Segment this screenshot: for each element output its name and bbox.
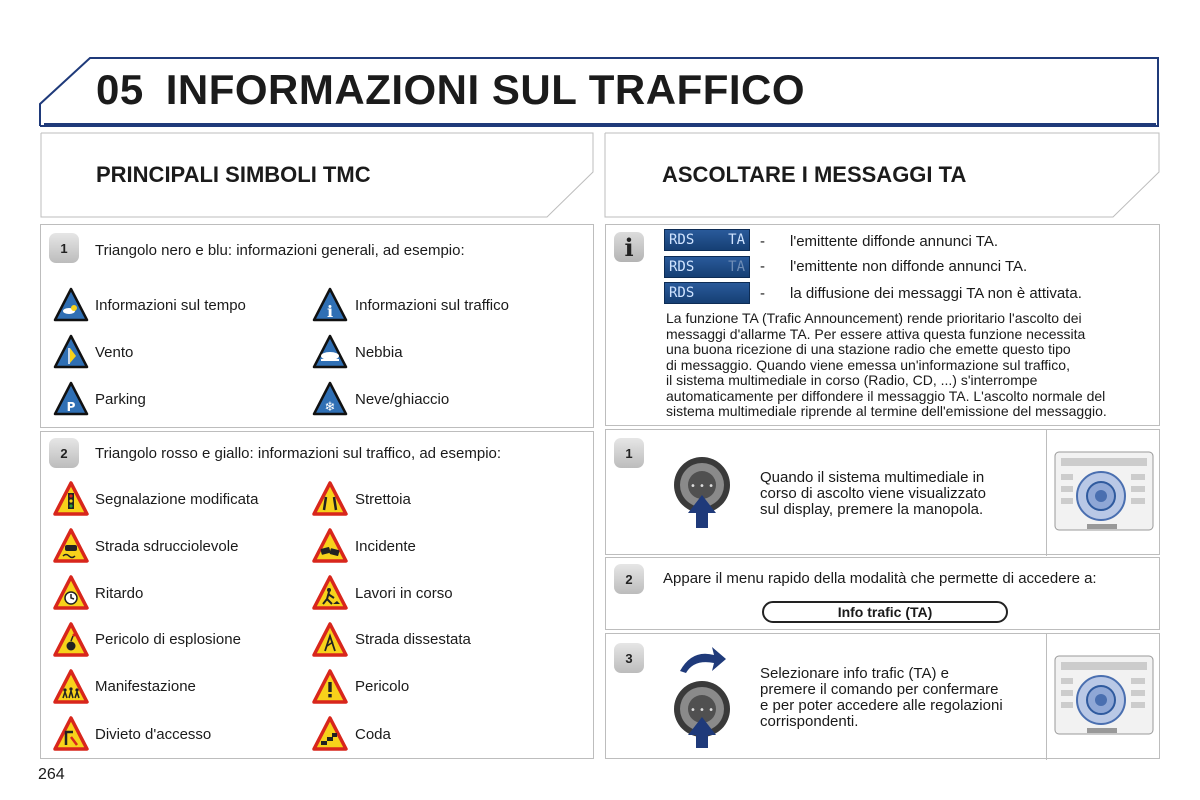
info-icon: i xyxy=(614,232,644,262)
symbol-label: Segnalazione modificata xyxy=(95,491,259,508)
symbol-label: Pericolo di esplosione xyxy=(95,631,241,648)
symbol-label: Strada dissestata xyxy=(355,631,471,648)
step-3-text xyxy=(760,666,1003,730)
symbol-label: Coda xyxy=(355,726,391,743)
symbol-label: Parking xyxy=(95,391,146,408)
rds-label: RDS xyxy=(669,285,695,301)
symbol-label: Strettoia xyxy=(355,491,411,508)
explosion-danger-icon xyxy=(53,622,89,658)
step-1-text xyxy=(760,470,986,518)
page-header xyxy=(38,56,1160,128)
paragraph-line: una buona ricezione di una stazione radio che emette questo tipo xyxy=(666,341,1071,357)
svg-text:• • •: • • • xyxy=(689,705,715,716)
rds-label: RDS xyxy=(669,259,695,275)
svg-text:P: P xyxy=(66,400,76,414)
svg-text:i: i xyxy=(326,302,334,321)
symbol-label: Incidente xyxy=(355,538,416,555)
step-1-line: sul display, premere la manopola. xyxy=(760,501,984,518)
fog-icon xyxy=(312,334,348,370)
svg-text:❄: ❄ xyxy=(324,400,336,415)
step-3-line: e per poter accedere alle regolazioni xyxy=(760,697,1003,714)
ta-label: TA xyxy=(728,259,745,275)
ta-description xyxy=(666,311,1146,420)
event-icon xyxy=(53,669,89,705)
left-section-heading xyxy=(40,132,594,218)
step-badge-1: 1 xyxy=(49,233,79,263)
slippery-road-icon xyxy=(53,528,89,564)
dash: - xyxy=(760,285,765,302)
rds-display-ta-off xyxy=(664,282,750,304)
rotary-knob-press-icon xyxy=(668,455,738,530)
group-2-intro: Triangolo rosso e giallo: informazioni sul traffico, ad esempio: xyxy=(95,445,502,462)
narrowing-icon xyxy=(312,481,348,517)
step-3-line: premere il comando per confermare xyxy=(760,681,999,698)
paragraph-line: automaticamente per diffondere il messaggio TA. L'ascolto normale del xyxy=(666,387,1106,404)
ta-state-text: l'emittente diffonde annunci TA. xyxy=(790,233,999,250)
rds-display-ta-on xyxy=(664,229,750,251)
page-number: 264 xyxy=(38,766,65,783)
paragraph-line: La funzione TA (Trafic Announcement) rende prioritario l'ascolto dei xyxy=(666,310,1082,326)
symbol-label: Lavori in corso xyxy=(355,585,453,602)
right-heading-label: ASCOLTARE I MESSAGGI TA xyxy=(662,162,967,187)
step-badge-1: 1 xyxy=(614,438,644,468)
ta-state-text: la diffusione dei messaggi TA non è attivata. xyxy=(790,285,1082,302)
chapter-title: INFORMAZIONI SUL TRAFFICO xyxy=(165,66,806,113)
right-section-heading xyxy=(604,132,1160,218)
dash: - xyxy=(760,233,765,250)
symbol-label: Vento xyxy=(95,344,134,361)
paragraph-line: sistema multimediale riprende al termine dell'emissione del messaggio. xyxy=(666,403,1107,419)
roadworks-icon xyxy=(312,575,348,611)
left-heading-label: PRINCIPALI SIMBOLI TMC xyxy=(96,162,371,187)
symbol-label: Strada sdrucciolevole xyxy=(95,538,239,555)
step-badge-3: 3 xyxy=(614,643,644,673)
symbol-label: Pericolo xyxy=(355,678,410,695)
modified-signal-icon xyxy=(53,481,89,517)
step-badge-2: 2 xyxy=(614,564,644,594)
paragraph-line: messaggi d'allarme TA. Per essere attiva questa funzione necessita xyxy=(666,325,1086,342)
dash: - xyxy=(760,258,765,275)
symbol-label: Nebbia xyxy=(355,344,403,361)
symbol-label: Informazioni sul traffico xyxy=(355,297,509,314)
wind-icon xyxy=(53,334,89,370)
symbol-label: Neve/ghiaccio xyxy=(355,391,450,408)
delay-icon xyxy=(53,575,89,611)
queue-icon xyxy=(312,716,348,752)
step-3-line: Selezionare info trafic (TA) e xyxy=(760,665,949,682)
paragraph-line: il sistema multimediale in corso (Radio, CD, ...) s'interrompe xyxy=(666,372,1038,388)
rotary-knob-rotate-press-icon xyxy=(668,641,740,751)
symbol-label: Manifestazione xyxy=(95,678,196,695)
symbol-label: Ritardo xyxy=(95,585,144,602)
step-1-line: Quando il sistema multimediale in xyxy=(760,469,985,486)
rds-label: RDS xyxy=(669,232,695,248)
step-badge-2: 2 xyxy=(49,438,79,468)
step-1-line: corso di ascolto viene visualizzato xyxy=(760,485,986,502)
group-1-intro: Triangolo nero e blu: informazioni generali, ad esempio: xyxy=(95,242,465,259)
rds-display-ta-dim xyxy=(664,256,750,278)
parking-icon xyxy=(53,381,89,417)
symbol-label: Informazioni sul tempo xyxy=(95,297,246,314)
info-trafic-ta-option[interactable]: Info trafic (TA) xyxy=(762,601,1008,623)
traffic-info-icon xyxy=(312,287,348,323)
accident-icon xyxy=(312,528,348,564)
paragraph-line: di messaggio. Quando viene emessa un'informazione sul traffico, xyxy=(666,356,1070,373)
svg-text:• • •: • • • xyxy=(689,481,715,492)
ta-state-text: l'emittente non diffonde annunci TA. xyxy=(790,258,1028,275)
page-title xyxy=(96,66,805,114)
step-2-text: Appare il menu rapido della modalità che permette di accedere a: xyxy=(663,570,1097,587)
no-entry-icon xyxy=(53,716,89,752)
weather-icon xyxy=(53,287,89,323)
symbol-label: Divieto d'accesso xyxy=(95,726,212,743)
radio-panel-image xyxy=(1046,634,1158,760)
step-3-line: corrispondenti. xyxy=(760,713,859,730)
bad-road-icon xyxy=(312,622,348,658)
snow-ice-icon xyxy=(312,381,348,417)
radio-panel-image xyxy=(1046,430,1158,556)
chapter-number: 05 xyxy=(96,66,144,113)
ta-label: TA xyxy=(728,232,745,248)
danger-icon xyxy=(312,669,348,705)
